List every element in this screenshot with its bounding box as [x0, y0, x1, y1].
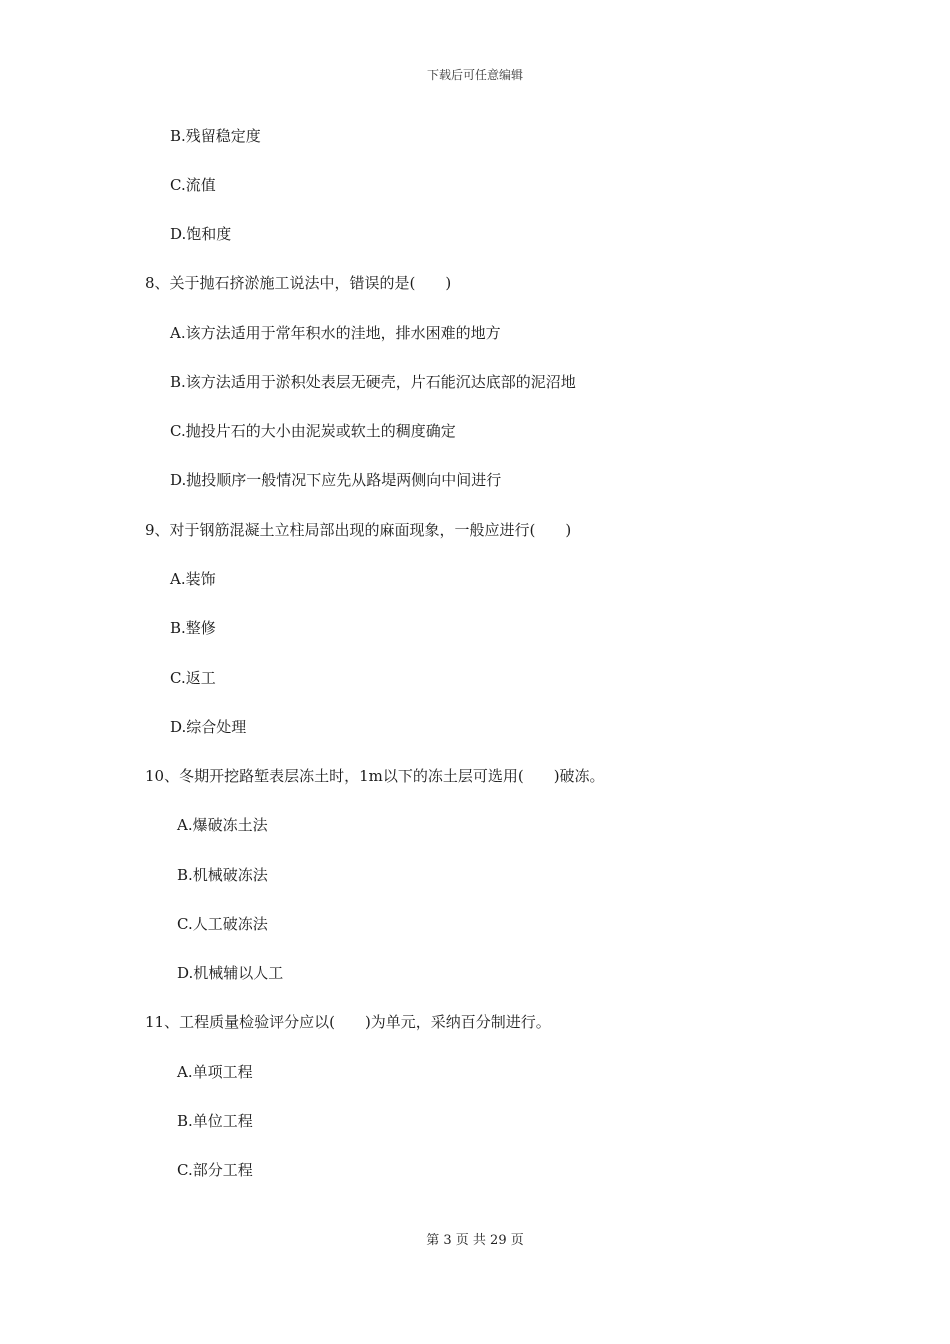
- question-11: 11、工程质量检验评分应以( )为单元，采纳百分制进行。: [145, 1013, 551, 1031]
- option-c-q8: C.抛投片石的大小由泥炭或软土的稠度确定: [170, 422, 456, 440]
- question-8: 8、关于抛石挤淤施工说法中，错误的是( ): [145, 274, 452, 292]
- option-d-q9: D.综合处理: [170, 718, 247, 736]
- option-c-q7: C.流值: [170, 176, 216, 194]
- page-footer: 第 3 页 共 29 页: [426, 1233, 524, 1248]
- option-b-q10: B.机械破冻法: [177, 866, 268, 884]
- option-b-q7: B.残留稳定度: [170, 127, 261, 145]
- option-b-q9: B.整修: [170, 619, 216, 637]
- option-c-q11: C.部分工程: [177, 1161, 253, 1179]
- option-d-q10: D.机械辅以人工: [177, 964, 284, 982]
- option-a-q8: A.该方法适用于常年积水的洼地，排水困难的地方: [170, 324, 501, 342]
- option-b-q11: B.单位工程: [177, 1112, 253, 1130]
- question-9: 9、对于钢筋混凝土立柱局部出现的麻面现象，一般应进行( ): [145, 521, 572, 539]
- option-b-q8: B.该方法适用于淤积处表层无硬壳，片石能沉达底部的泥沼地: [170, 373, 576, 391]
- option-a-q11: A.单项工程: [177, 1063, 253, 1081]
- option-c-q10: C.人工破冻法: [177, 915, 268, 933]
- option-a-q10: A.爆破冻土法: [177, 816, 268, 834]
- page-header: 下载后可任意编辑: [426, 68, 523, 82]
- option-c-q9: C.返工: [170, 669, 216, 687]
- option-d-q8: D.抛投顺序一般情况下应先从路堤两侧向中间进行: [170, 471, 502, 489]
- option-d-q7: D.饱和度: [170, 225, 232, 243]
- question-10: 10、冬期开挖路堑表层冻土时，1m以下的冻土层可选用( )破冻。: [145, 767, 605, 785]
- option-a-q9: A.装饰: [170, 570, 216, 588]
